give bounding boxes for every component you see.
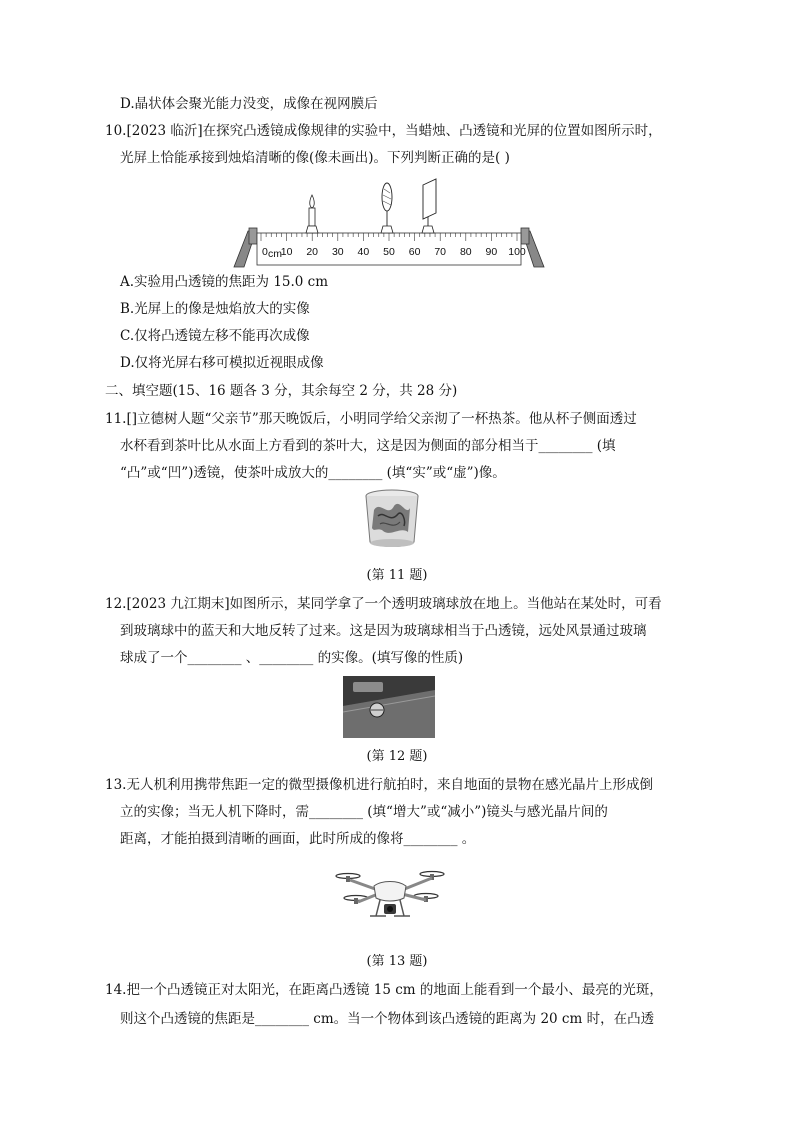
ruler-tick-label: 20 <box>306 246 319 258</box>
q10-stem-line1: 10.[2023 临沂]在探究凸透镜成像规律的实验中，当蜡烛、凸透镜和光屏的位置如图所示时， <box>105 123 662 139</box>
q11-line2: 水杯看到茶叶比从水面上方看到的茶叶大，这是因为侧面的部分相当于________ (填 <box>120 438 616 454</box>
ruler-tick-label: 0 <box>262 246 268 258</box>
q10-option-a: A.实验用凸透镜的焦距为 15.0 cm <box>120 274 329 290</box>
convex-lens <box>381 183 393 233</box>
section-heading: 二、填空题(15、16 题各 3 分，其余每空 2 分，共 28 分) <box>105 383 458 399</box>
left-end-stop <box>249 228 257 244</box>
optical-bench-svg <box>228 175 550 270</box>
q11-tea-cup-photo <box>360 488 424 550</box>
q11-line3: “凸”或“凹”)透镜，使茶叶成放大的________ (填“实”或“虚”)像。 <box>120 465 506 481</box>
ruler-tick-label: 30 <box>331 246 344 258</box>
q13-line1: 13.无人机利用携带焦距一定的微型摄像机进行航拍时，来自地面的景物在感光晶片上形成倒 <box>105 777 653 793</box>
ruler-tick-label: 80 <box>459 246 472 258</box>
q14-line1: 14.把一个凸透镜正对太阳光，在距离凸透镜 15 cm 的地面上能看到一个最小、最亮的光斑， <box>105 982 663 998</box>
q12-line2: 到玻璃球中的蓝天和大地反转了过来。这是因为玻璃球相当于凸透镜，远处风景通过玻璃 <box>120 623 647 639</box>
q10-optical-bench-figure <box>228 175 550 270</box>
ruler-tick-label: 60 <box>408 246 421 258</box>
q14-line2: 则这个凸透镜的焦距是________ cm。当一个物体到该凸透镜的距离为 20 cm 时，在凸透 <box>120 1011 655 1027</box>
q10-option-d: D.仅将光屏右移可模拟近视眼成像 <box>120 355 324 371</box>
ruler-tick-label: 70 <box>434 246 447 258</box>
ruler-tick-label: 100 <box>508 246 526 258</box>
q13-caption: (第 13 题) <box>366 954 428 969</box>
q10-option-b: B.光屏上的像是烛焰放大的实像 <box>120 301 310 317</box>
q13-drone-photo <box>334 862 446 938</box>
ruler-unit-label: cm <box>268 248 282 260</box>
q12-caption: (第 12 题) <box>366 749 428 764</box>
q10-option-c: C.仅将凸透镜左移不能再次成像 <box>120 328 310 344</box>
ruler-tick-label: 50 <box>383 246 395 258</box>
q13-line3: 距离，才能拍摄到清晰的画面，此时所成的像将________ 。 <box>120 831 476 847</box>
q12-glass-ball-photo <box>343 676 435 738</box>
q10-stem-line2: 光屏上恰能承接到烛焰清晰的像(像未画出)。下列判断正确的是( ) <box>120 150 510 166</box>
ruler-tick-label: 40 <box>357 246 370 258</box>
q13-line2: 立的实像；当无人机下降时，需________ (填“增大”或“减小”)镜头与感光晶片间的 <box>120 804 608 820</box>
ruler-tick-label: 10 <box>280 246 293 258</box>
q11-caption: (第 11 题) <box>366 568 428 583</box>
candle <box>306 195 318 233</box>
q12-line3: 球成了一个________ 、________ 的实像。(填写像的性质) <box>120 650 464 666</box>
q12-line1: 12.[2023 九江期末]如图所示，某同学拿了一个透明玻璃球放在地上。当他站在某处时，可看 <box>105 596 662 612</box>
ruler-tick-label: 90 <box>485 246 498 258</box>
q9-option-d: D.晶状体会聚光能力没变，成像在视网膜后 <box>120 96 378 112</box>
right-end-stop <box>521 228 529 244</box>
q11-line1: 11.[]立德树人题“父亲节”那天晚饭后，小明同学给父亲沏了一杯热茶。他从杯子侧面透过 <box>105 411 637 427</box>
light-screen <box>422 179 436 233</box>
